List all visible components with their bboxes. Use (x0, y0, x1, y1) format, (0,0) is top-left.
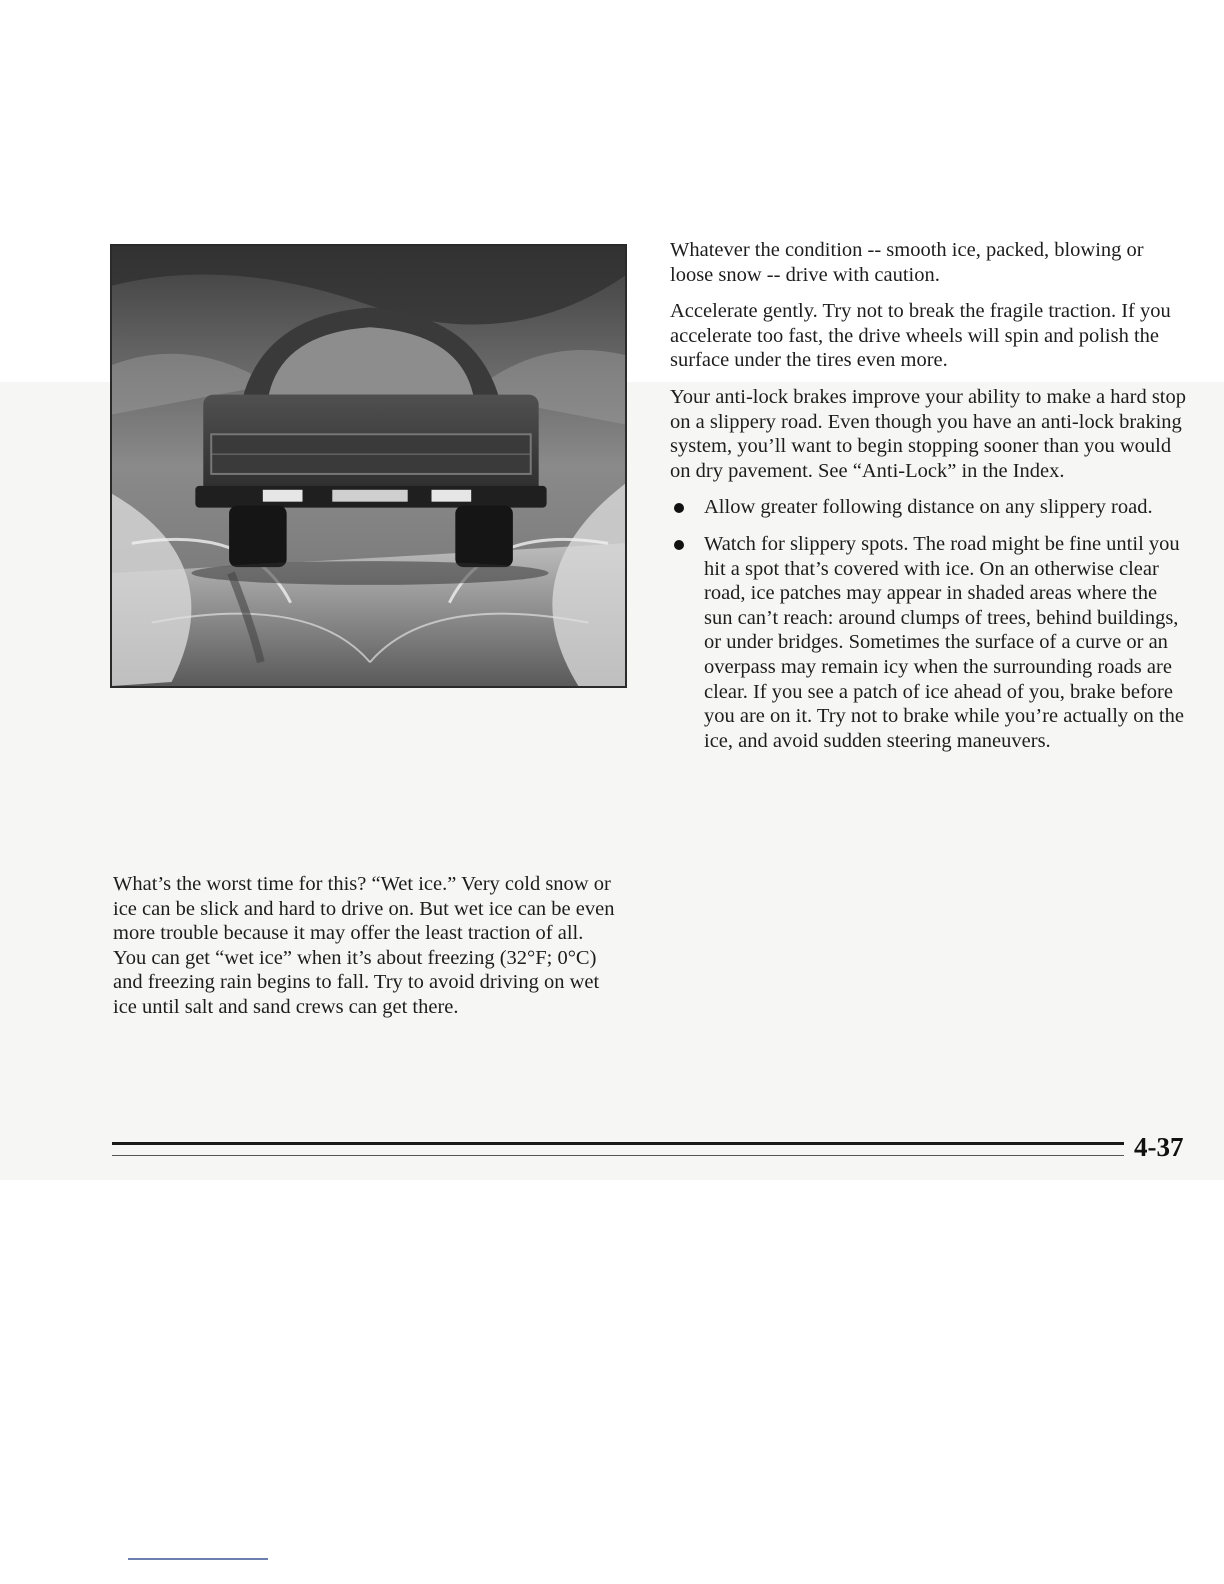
bullet-icon (674, 503, 684, 513)
wet-ice-paragraph: What’s the worst time for this? “Wet ice.” Very cold snow or ice can be slick and hard to drive on. But wet ice can be even more trouble because it may offer the least traction of all. You can get “wet ice” when it’s about freezing (32°F; 0°C) and freezing rain begins to fall. Try to avoid driving on wet ice until salt and sand crews can get there. (113, 873, 615, 1018)
right-column (670, 238, 1190, 765)
anti-lock-paragraph: Your anti-lock brakes improve your ability to make a hard stop on a slippery road. Even though you have an anti-lock braking system, you’ll want to begin stopping sooner than you would on dry pavement. See “Anti-Lock” in the Index. (670, 385, 1187, 482)
bullet-list (670, 495, 1190, 753)
list-item (670, 532, 1190, 753)
accelerate-paragraph: Accelerate gently. Try not to break the fragile traction. If you accelerate too fast, the drive wheels will spin and polish the surface under the tires even more. (670, 300, 1171, 372)
bullet-text: Watch for slippery spots. The road might be fine until you hit a spot that’s covered with ice. On an otherwise clear road, ice patches may appear in shaded areas where the sun can’t reach: around clumps of trees, behind buildings, or under bridges. Sometimes the surface of a curve or an overpass may remain icy when the surrounding roads are clear. If you see a patch of ice ahead of you, brake before you are on it. Try not to brake while you’re actually on the ice, and avoid sudden steering maneuvers. (704, 532, 1184, 752)
bullet-icon (674, 540, 684, 550)
bottom-divider (128, 1558, 268, 1560)
condition-paragraph: Whatever the condition -- smooth ice, packed, blowing or loose snow -- drive with caution. (670, 239, 1144, 286)
list-item (670, 495, 1190, 520)
footer-rule-thin (112, 1155, 1124, 1156)
car-illustration-icon (112, 246, 625, 686)
footer-rule (112, 1142, 1124, 1145)
car-on-wet-ice-illustration (110, 244, 627, 688)
page-number: 4-37 (1134, 1132, 1184, 1162)
bullet-text: Allow greater following distance on any slippery road. (704, 496, 1153, 519)
